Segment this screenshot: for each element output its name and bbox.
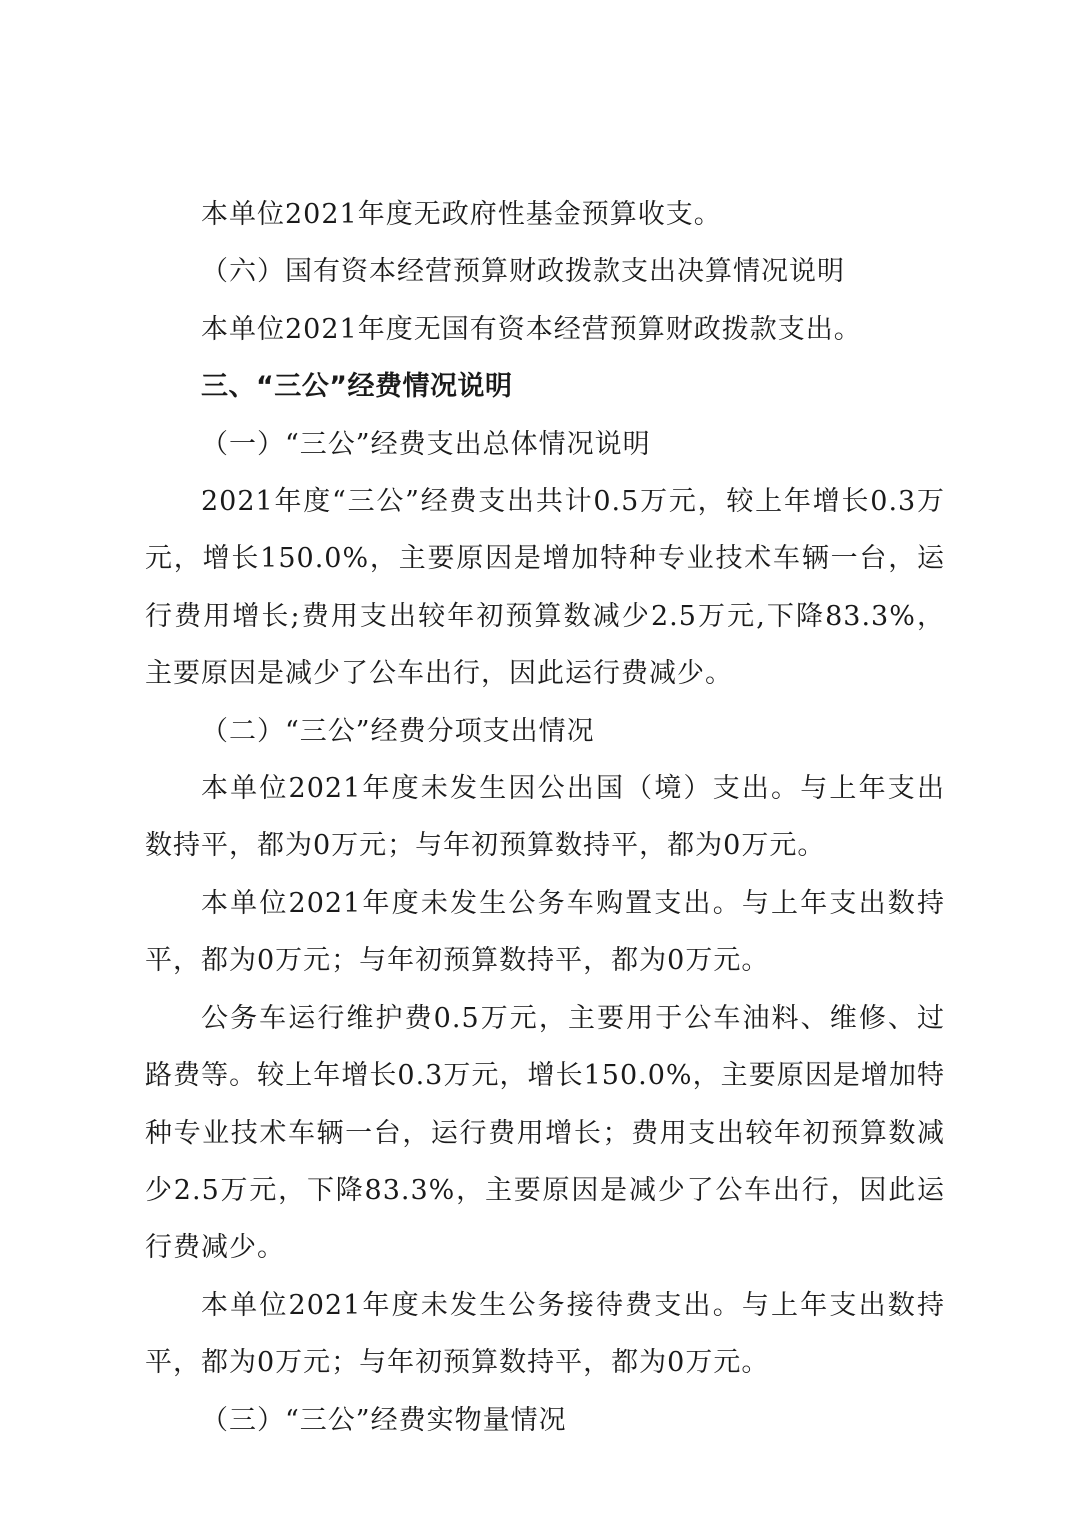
paragraph-vehicle-maintenance: 公务车运行维护费0.5万元，主要用于公车油料、维修、过路费等。较上年增长0.3万元，增长150.0%，主要原因是增加特种专业技术车辆一台，运行费用增长；费用支出较年初预算数减少2.5万元，下降83.3%，主要原因是减少了公车出行，因此运行费减少。 xyxy=(145,1002,945,1264)
paragraph-fund-budget: 本单位2021年度无政府性基金预算收支。 xyxy=(201,199,722,230)
document-page xyxy=(145,186,945,1449)
paragraph-state-capital: 本单位2021年度无国有资本经营预算财政拨款支出。 xyxy=(201,313,862,345)
heading-itemized-expenditure: （二）“三公”经费分项支出情况 xyxy=(201,715,595,747)
paragraph-overseas-travel: 本单位2021年度未发生因公出国（境）支出。与上年支出数持平，都为0万元；与年初预算数持平，都为0万元。 xyxy=(145,773,945,862)
heading-three-public-expenses: 三、“三公”经费情况说明 xyxy=(201,371,513,403)
paragraph-vehicle-purchase: 本单位2021年度未发生公务车购置支出。与上年支出数持平，都为0万元；与年初预算数持平，都为0万元。 xyxy=(145,887,945,977)
paragraph-overall-expenditure: 2021年度“三公”经费支出共计0.5万元，较上年增长0.3万元，增长150.0%，主要原因是增加特种专业技术车辆一台，运行费用增长;费用支出较年初预算数减少2.5万元,下降83.3%，主要原因是减少了公车出行，因此运行费减少。 xyxy=(145,486,945,690)
paragraph-reception: 本单位2021年度未发生公务接待费支出。与上年支出数持平，都为0万元；与年初预算数持平，都为0万元。 xyxy=(145,1289,945,1379)
heading-state-capital-budget: （六）国有资本经营预算财政拨款支出决算情况说明 xyxy=(201,256,845,288)
heading-physical-quantity: （三）“三公”经费实物量情况 xyxy=(201,1404,567,1436)
heading-overall-expenditure: （一）“三公”经费支出总体情况说明 xyxy=(201,428,651,460)
